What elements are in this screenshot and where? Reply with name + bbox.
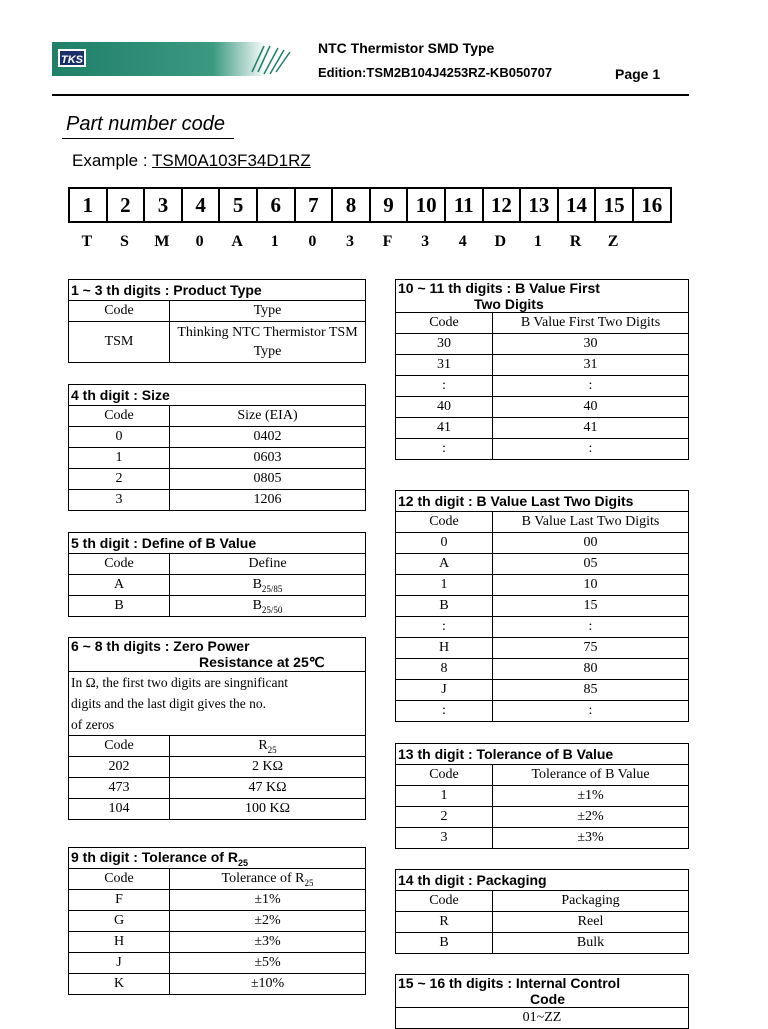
table-row bbox=[396, 575, 689, 596]
table-row bbox=[396, 659, 689, 680]
table-cell: 31 bbox=[493, 355, 689, 376]
table-row bbox=[69, 427, 366, 448]
letter-cell: M bbox=[154, 233, 170, 250]
table-cell: 473 bbox=[69, 778, 170, 799]
internal-control-table bbox=[395, 974, 689, 1029]
table-cell: ±2% bbox=[493, 807, 689, 828]
table-row bbox=[396, 933, 689, 954]
table-cell: ±1% bbox=[493, 786, 689, 807]
table-cell: 2 bbox=[69, 469, 170, 490]
table-cell: H bbox=[69, 932, 170, 953]
letter-cell: 4 bbox=[458, 233, 467, 250]
packaging-table bbox=[395, 869, 689, 954]
table-cell: 30 bbox=[493, 334, 689, 355]
table-cell: ±10% bbox=[170, 974, 366, 995]
table-title: 9 th digit : Tolerance of $R_{25}$ bbox=[69, 848, 366, 869]
digit-cell: 6 bbox=[258, 189, 296, 221]
table-cell: ±3% bbox=[170, 932, 366, 953]
table-cell: A bbox=[69, 575, 170, 596]
table-row bbox=[69, 448, 366, 469]
table-cell: 202 bbox=[69, 757, 170, 778]
table-row bbox=[396, 912, 689, 933]
table-cell: 40 bbox=[396, 397, 493, 418]
digit-cell: 14 bbox=[559, 189, 597, 221]
table-row bbox=[396, 1008, 689, 1029]
table-row bbox=[69, 953, 366, 974]
table-cell: 0603 bbox=[170, 448, 366, 469]
table-row bbox=[396, 533, 689, 554]
example-line bbox=[72, 151, 311, 171]
table-cell: 31 bbox=[396, 355, 493, 376]
table-cell: $B_{25/85}$ bbox=[170, 575, 366, 596]
table-cell: R bbox=[396, 912, 493, 933]
column-header: Tolerance of B Value bbox=[493, 765, 689, 786]
page-number: Page 1 bbox=[615, 66, 661, 82]
table-cell: 2 KΩ bbox=[170, 757, 366, 778]
table-cell: 8 bbox=[396, 659, 493, 680]
digit-cell: 13 bbox=[521, 189, 559, 221]
table-cell: 05 bbox=[493, 554, 689, 575]
table-cell: $B_{25/50}$ bbox=[170, 596, 366, 617]
table-row bbox=[69, 974, 366, 995]
table-row bbox=[69, 911, 366, 932]
letter-cell: 3 bbox=[345, 233, 354, 250]
digit-cell: 1 bbox=[70, 189, 108, 221]
digit-cell: 3 bbox=[145, 189, 183, 221]
resistance-note: In Ω, the first two digits are singnificant digits and the last digit gives the no. of zeros bbox=[69, 672, 366, 736]
digit-cell: 2 bbox=[108, 189, 146, 221]
table-row bbox=[69, 596, 366, 617]
digit-cell: 5 bbox=[220, 189, 258, 221]
table-cell: : bbox=[396, 376, 493, 397]
table-cell: : bbox=[493, 376, 689, 397]
column-header: Code bbox=[396, 313, 493, 334]
table-row bbox=[396, 376, 689, 397]
b-value-last-table bbox=[395, 490, 689, 722]
table-cell: 40 bbox=[493, 397, 689, 418]
logo-text: TKS bbox=[61, 54, 83, 66]
column-header: Tolerance of $R_{25}$ bbox=[170, 869, 366, 890]
column-header: Code bbox=[396, 891, 493, 912]
example-code: TSM0A103F34D1RZ bbox=[152, 151, 311, 170]
table-cell: Reel bbox=[493, 912, 689, 933]
table-cell: 30 bbox=[396, 334, 493, 355]
b-value-first-table bbox=[395, 279, 689, 460]
table-row bbox=[396, 334, 689, 355]
table-title: 14 th digit : Packaging bbox=[396, 870, 689, 891]
r25-tolerance-table bbox=[68, 847, 366, 995]
table-cell: 41 bbox=[493, 418, 689, 439]
table-cell: 100 KΩ bbox=[170, 799, 366, 820]
column-header: Code bbox=[69, 554, 170, 575]
table-cell: 10 bbox=[493, 575, 689, 596]
table-title: 15 ~ 16 th digits : Internal Control Code bbox=[396, 975, 689, 1008]
table-row bbox=[396, 617, 689, 638]
table-row bbox=[69, 490, 366, 511]
table-cell: ±1% bbox=[170, 890, 366, 911]
table-cell: 0 bbox=[396, 533, 493, 554]
table-cell: ±3% bbox=[493, 828, 689, 849]
table-cell: 3 bbox=[69, 490, 170, 511]
table-title: 12 th digit : B Value Last Two Digits bbox=[396, 491, 689, 512]
b-value-tolerance-table bbox=[395, 743, 689, 849]
table-cell: : bbox=[396, 617, 493, 638]
column-header: Code bbox=[396, 512, 493, 533]
size-table bbox=[68, 384, 366, 511]
table-row bbox=[396, 596, 689, 617]
table-cell: 01~ZZ bbox=[396, 1008, 689, 1029]
digit-cell: 11 bbox=[446, 189, 484, 221]
table-cell: B bbox=[396, 596, 493, 617]
section-title-underline bbox=[62, 138, 234, 139]
table-row bbox=[396, 786, 689, 807]
example-label: Example : bbox=[72, 151, 153, 170]
header-divider bbox=[52, 94, 689, 96]
letter-cell: T bbox=[81, 233, 93, 250]
table-row bbox=[396, 828, 689, 849]
table-cell: 15 bbox=[493, 596, 689, 617]
column-header: Type bbox=[170, 301, 366, 322]
table-cell: ±2% bbox=[170, 911, 366, 932]
table-row bbox=[396, 439, 689, 460]
table-row bbox=[69, 575, 366, 596]
table-row bbox=[396, 397, 689, 418]
table-cell: 1206 bbox=[170, 490, 366, 511]
digit-cell: 8 bbox=[333, 189, 371, 221]
table-row bbox=[396, 355, 689, 376]
letter-cell: S bbox=[119, 233, 129, 250]
column-header: B Value First Two Digits bbox=[493, 313, 689, 334]
column-header: Define bbox=[170, 554, 366, 575]
letter-cell: 1 bbox=[533, 233, 542, 250]
table-cell: 104 bbox=[69, 799, 170, 820]
table-title: 5 th digit : Define of B Value bbox=[69, 533, 366, 554]
digit-cell: 15 bbox=[596, 189, 634, 221]
table-cell: 1 bbox=[396, 575, 493, 596]
product-type-table bbox=[68, 279, 366, 363]
column-header: Code bbox=[396, 765, 493, 786]
digit-cell: 10 bbox=[408, 189, 446, 221]
digit-index-row bbox=[68, 187, 672, 223]
column-header: Code bbox=[69, 736, 170, 757]
column-header: Code bbox=[69, 406, 170, 427]
table-cell: G bbox=[69, 911, 170, 932]
letter-cell: 0 bbox=[308, 233, 317, 250]
table-cell: J bbox=[69, 953, 170, 974]
column-header: $R_{25}$ bbox=[170, 736, 366, 757]
table-row bbox=[69, 890, 366, 911]
letter-cell: F bbox=[382, 233, 393, 250]
table-cell: 41 bbox=[396, 418, 493, 439]
table-cell: Thinking NTC Thermistor TSM Type bbox=[170, 322, 366, 363]
doc-title: NTC Thermistor SMD Type bbox=[318, 40, 495, 56]
table-cell: 1 bbox=[69, 448, 170, 469]
table-row bbox=[396, 701, 689, 722]
table-row bbox=[396, 807, 689, 828]
digit-cell: 4 bbox=[183, 189, 221, 221]
edition-text: Edition:TSM2B104J4253RZ-KB050707 bbox=[318, 65, 553, 80]
table-row bbox=[69, 778, 366, 799]
resistance-table bbox=[68, 637, 366, 820]
table-title: 6 ~ 8 th digits : Zero Power Resistance at 25℃ bbox=[69, 638, 366, 672]
table-cell: K bbox=[69, 974, 170, 995]
table-cell: Bulk bbox=[493, 933, 689, 954]
table-row bbox=[69, 757, 366, 778]
letter-cell: D bbox=[494, 233, 507, 250]
table-title: 4 th digit : Size bbox=[69, 385, 366, 406]
table-cell: J bbox=[396, 680, 493, 701]
table-cell: 0 bbox=[69, 427, 170, 448]
letter-cell: Z bbox=[607, 233, 619, 250]
digit-cell: 9 bbox=[371, 189, 409, 221]
digit-cell: 16 bbox=[641, 192, 663, 217]
letter-cell: A bbox=[231, 233, 243, 250]
table-cell: 2 bbox=[396, 807, 493, 828]
table-cell: 3 bbox=[396, 828, 493, 849]
table-cell: TSM bbox=[69, 322, 170, 363]
table-title: 13 th digit : Tolerance of B Value bbox=[396, 744, 689, 765]
section-title: Part number code bbox=[66, 113, 225, 135]
digit-cell: 7 bbox=[296, 189, 334, 221]
letter-cell: 3 bbox=[421, 233, 430, 250]
table-title: 10 ~ 11 th digits : B Value First Two Digits bbox=[396, 280, 689, 313]
table-cell: 0805 bbox=[170, 469, 366, 490]
table-cell: 47 KΩ bbox=[170, 778, 366, 799]
column-header: Packaging bbox=[493, 891, 689, 912]
table-cell: H bbox=[396, 638, 493, 659]
table-cell: ±5% bbox=[170, 953, 366, 974]
letter-cell: R bbox=[569, 233, 582, 250]
table-row bbox=[396, 554, 689, 575]
table-cell: : bbox=[396, 701, 493, 722]
table-row bbox=[396, 680, 689, 701]
table-row bbox=[69, 799, 366, 820]
table-row bbox=[396, 418, 689, 439]
company-logo bbox=[52, 42, 302, 76]
table-cell: A bbox=[396, 554, 493, 575]
table-row bbox=[396, 638, 689, 659]
table-cell: 85 bbox=[493, 680, 689, 701]
table-cell: : bbox=[493, 617, 689, 638]
digit-cell: 12 bbox=[484, 189, 522, 221]
table-cell: B bbox=[69, 596, 170, 617]
table-row bbox=[69, 932, 366, 953]
table-cell: 1 bbox=[396, 786, 493, 807]
column-header: Code bbox=[69, 869, 170, 890]
table-cell: 75 bbox=[493, 638, 689, 659]
b-value-define-table bbox=[68, 532, 366, 617]
table-cell: : bbox=[493, 439, 689, 460]
table-cell: B bbox=[396, 933, 493, 954]
letter-cell: 0 bbox=[195, 233, 204, 250]
table-cell: 00 bbox=[493, 533, 689, 554]
column-header: Size (EIA) bbox=[170, 406, 366, 427]
table-cell: : bbox=[396, 439, 493, 460]
letter-cell: 1 bbox=[270, 233, 279, 250]
table-cell: F bbox=[69, 890, 170, 911]
table-cell: : bbox=[493, 701, 689, 722]
column-header: B Value Last Two Digits bbox=[493, 512, 689, 533]
table-row bbox=[69, 469, 366, 490]
table-cell: 80 bbox=[493, 659, 689, 680]
column-header: Code bbox=[69, 301, 170, 322]
table-cell: 0402 bbox=[170, 427, 366, 448]
table-title: 1 ~ 3 th digits : Product Type bbox=[69, 280, 366, 301]
example-letter-row bbox=[68, 233, 632, 251]
